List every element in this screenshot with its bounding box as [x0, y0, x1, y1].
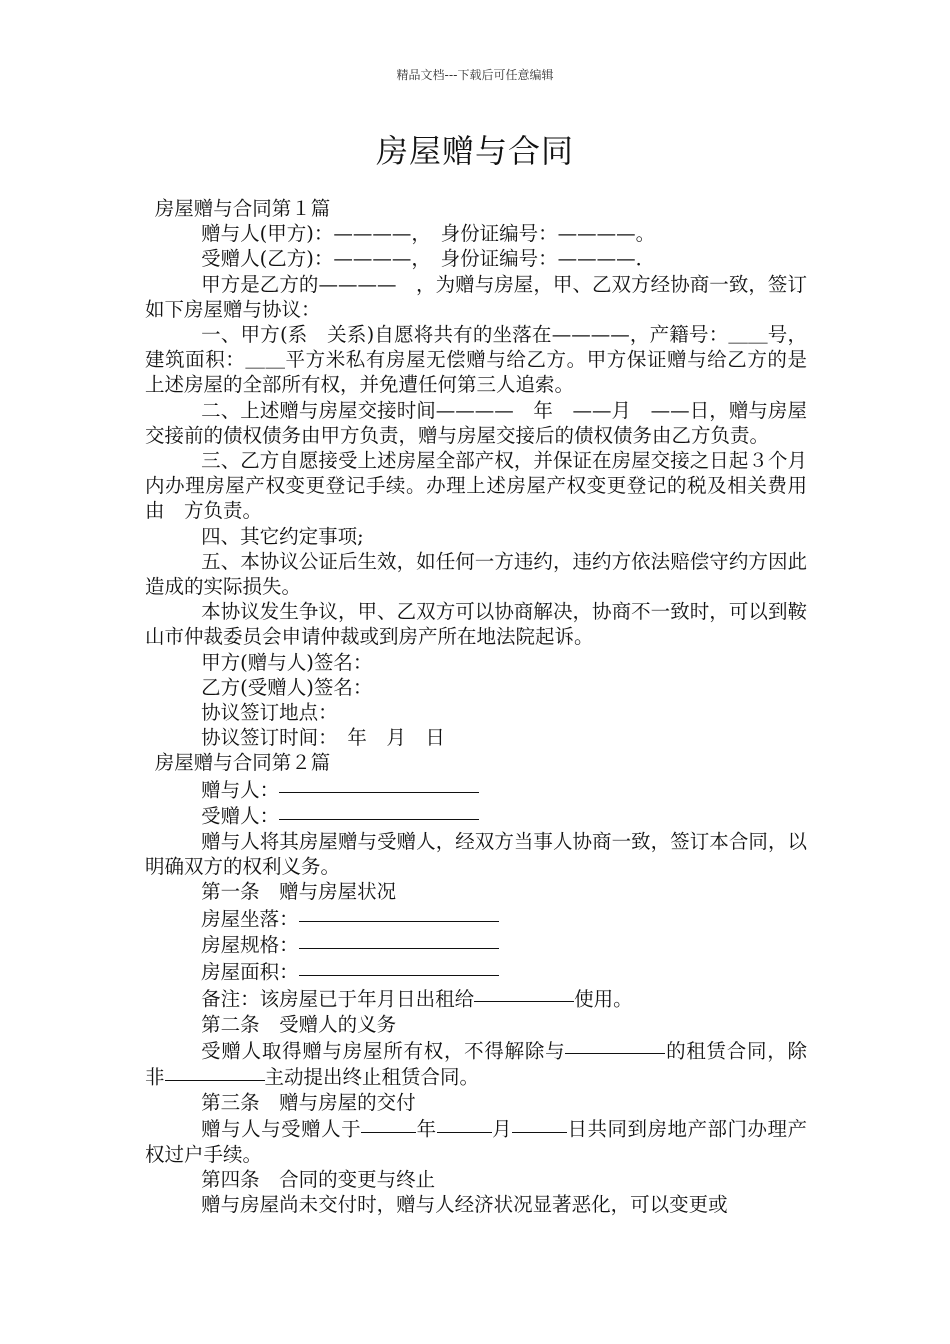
intro-paragraph: 甲方是乙方的———— ，为赠与房屋，甲、乙双方经协商一致，签订如下房屋赠与协议：	[145, 272, 807, 321]
art2-text-c: 主动提出终止租赁合同。	[264, 1065, 480, 1089]
note-before: 备注：该房屋已于年月日出租给	[201, 987, 475, 1011]
clause-2: 二、上述赠与房屋交接时间———— 年 ——月 ——日，赠与房屋交接前的债权债务由甲方负责，赠与房屋交接后的债权债务由乙方负责。	[145, 398, 807, 447]
document-body	[145, 196, 807, 1218]
part1-heading: 房屋赠与合同第１篇	[154, 197, 331, 220]
lessee-blank	[474, 982, 574, 1003]
month-blank	[437, 1112, 492, 1133]
day-blank	[512, 1112, 567, 1133]
note-after: 使用。	[574, 987, 633, 1011]
location-blank	[299, 902, 499, 923]
clause-4: 四、其它约定事项;	[201, 524, 364, 548]
clause-1: 一、甲方(系 关系)自愿将共有的坐落在————，产籍号：＿＿号，建筑面积：＿＿平方米私有房屋无偿赠与给乙方。甲方保证赠与给乙方的是上述房屋的全部所有权，并免遭任何第三人追索。	[145, 323, 807, 397]
location-field	[145, 905, 807, 932]
art3-text-a: 赠与人与受赠人于	[201, 1117, 362, 1141]
donor-field	[145, 776, 807, 803]
donee-field	[145, 802, 807, 829]
tenant-blank	[565, 1034, 665, 1055]
signing-time: 协议签订时间： 年 月 日	[201, 726, 445, 750]
art2-text-b: 的租赁合同，除非	[145, 1039, 807, 1089]
signature-party-a: 甲方(赠与人)签名：	[201, 650, 373, 674]
article-3-text	[145, 1115, 807, 1167]
article-2-text	[145, 1037, 807, 1090]
article-2-title: 第二条 受赠人的义务	[201, 1012, 397, 1036]
clause-3: 三、乙方自愿接受上述房屋全部产权，并保证在房屋交接之日起３个月内办理房屋产权变更登记手续。办理上述房屋产权变更登记的税及相关费用由 方负责。	[145, 449, 807, 523]
document-title: 房屋赠与合同	[375, 132, 574, 170]
year-blank	[361, 1112, 416, 1133]
dispute-paragraph: 本协议发生争议，甲、乙双方可以协商解决，协商不一致时，可以到鞍山市仲裁委员会申请仲裁或到房产所在地法院起诉。	[145, 600, 807, 649]
article-1-title: 第一条 赠与房屋状况	[201, 880, 397, 904]
area-field	[145, 958, 807, 985]
spec-field	[145, 931, 807, 958]
area-blank	[299, 955, 499, 976]
part2-heading: 房屋赠与合同第２篇	[154, 751, 331, 775]
party-blank	[165, 1060, 265, 1081]
art2-text-a: 受赠人取得赠与房屋所有权，不得解除与	[201, 1039, 566, 1063]
area-label: 房屋面积：	[201, 960, 299, 984]
signing-place: 协议签订地点：	[201, 701, 338, 725]
spec-blank	[299, 928, 499, 949]
spec-label: 房屋规格：	[201, 933, 299, 957]
clause-5: 五、本协议公证后生效，如任何一方违约，违约方依法赔偿守约方因此造成的实际损失。	[145, 549, 807, 599]
donee-label: 受赠人：	[201, 804, 280, 828]
donee-blank	[279, 799, 479, 820]
location-label: 房屋坐落：	[201, 907, 299, 931]
header-note: 精品文档---下载后可任意编辑	[396, 68, 554, 82]
article-3-title: 第三条 赠与房屋的交付	[201, 1091, 416, 1115]
donor-blank	[279, 773, 479, 794]
article-4-text: 赠与房屋尚未交付时，赠与人经济状况显著恶化，可以变更或	[201, 1193, 728, 1217]
art3-year: 年	[416, 1117, 437, 1141]
note-line	[145, 985, 807, 1012]
part2-intro: 赠与人将其房屋赠与受赠人，经双方当事人协商一致，签订本合同，以明确双方的权利义务。	[145, 830, 807, 879]
donor-line: 赠与人(甲方)：————， 身份证编号：————。	[201, 222, 656, 246]
art3-text-b: 日共同到房地产部门办理产权过户手续。	[145, 1117, 807, 1167]
donee-line: 受赠人(乙方)：————， 身份证编号：————．	[201, 247, 656, 271]
donor-label: 赠与人：	[201, 778, 280, 802]
article-4-title: 第四条 合同的变更与终止	[201, 1168, 436, 1192]
art3-month: 月	[491, 1117, 513, 1141]
signature-party-b: 乙方(受赠人)签名：	[201, 675, 373, 699]
